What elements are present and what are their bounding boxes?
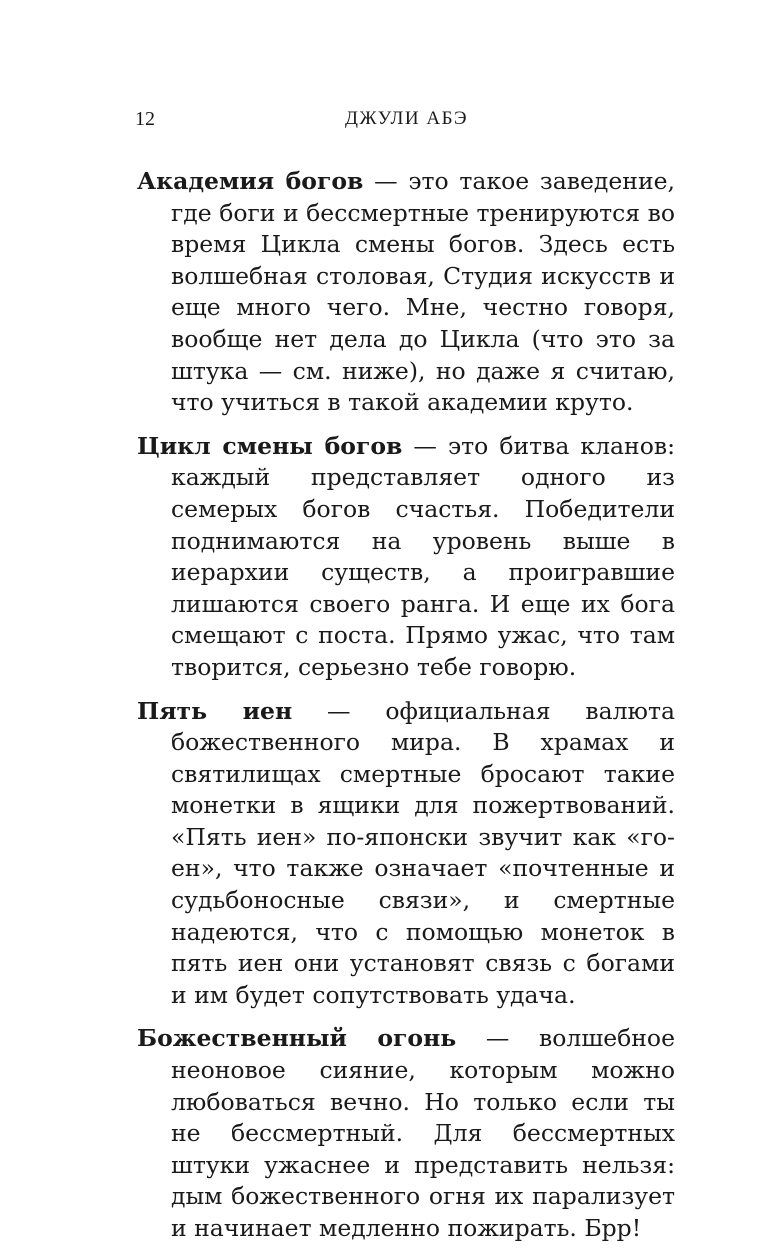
glossary-definition: — это такое заведение, где боги и бессмертные тренируются во время Цикла смены богов. Здесь есть волшебная столовая, Студия искусств и еще много чего. Мне, честно говоря, вообще нет дела до Цикла (что это за штука — см. ниже), но даже я считаю, что учиться в такой академии круто.: [171, 167, 675, 417]
glossary-term: Цикл смены богов: [137, 431, 403, 460]
glossary-definition: — официальная валюта божественного мира. В храмах и святилищах смертные бросают такие монетки в ящики для пожертвований. «Пять иен» по-японски звучит как «го-ен», что также означает «почтенные и судьбоносные связи», и смертные надеются, что с помощью монеток в пять иен они установят связь с богами и им будет сопутствовать удача.: [171, 696, 676, 1009]
glossary-entry: [137, 1023, 675, 1244]
page-header: [135, 108, 673, 138]
glossary-term: Божественный огонь: [137, 1024, 457, 1053]
glossary-definition: — это битва кланов: каждый представляет одного из семерых богов счастья. Победители поднимаются на уровень выше в иерархии существ, а проигравшие лишаются своего ранга. И еще их бога смещают с поста. Прямо ужас, что там творится, серьезно тебе говорю.: [171, 431, 675, 681]
glossary-definition: — волшебное неоновое сияние, которым можно любоваться вечно. Но только если ты не бессмертный. Для бессмертных штуки ужаснее и представить нельзя: дым божественного огня их парализует и начинает медленно пожирать. Брр!: [171, 1024, 675, 1242]
page-number: 12: [135, 108, 155, 130]
glossary-term: Пять иен: [137, 696, 293, 725]
running-head-author: ДЖУЛИ АБЭ: [345, 108, 469, 129]
glossary-entry: [137, 166, 675, 419]
glossary-entry: [137, 696, 675, 1012]
glossary: [137, 166, 675, 1257]
glossary-term: Академия богов: [137, 167, 364, 195]
glossary-entry: [137, 431, 675, 684]
